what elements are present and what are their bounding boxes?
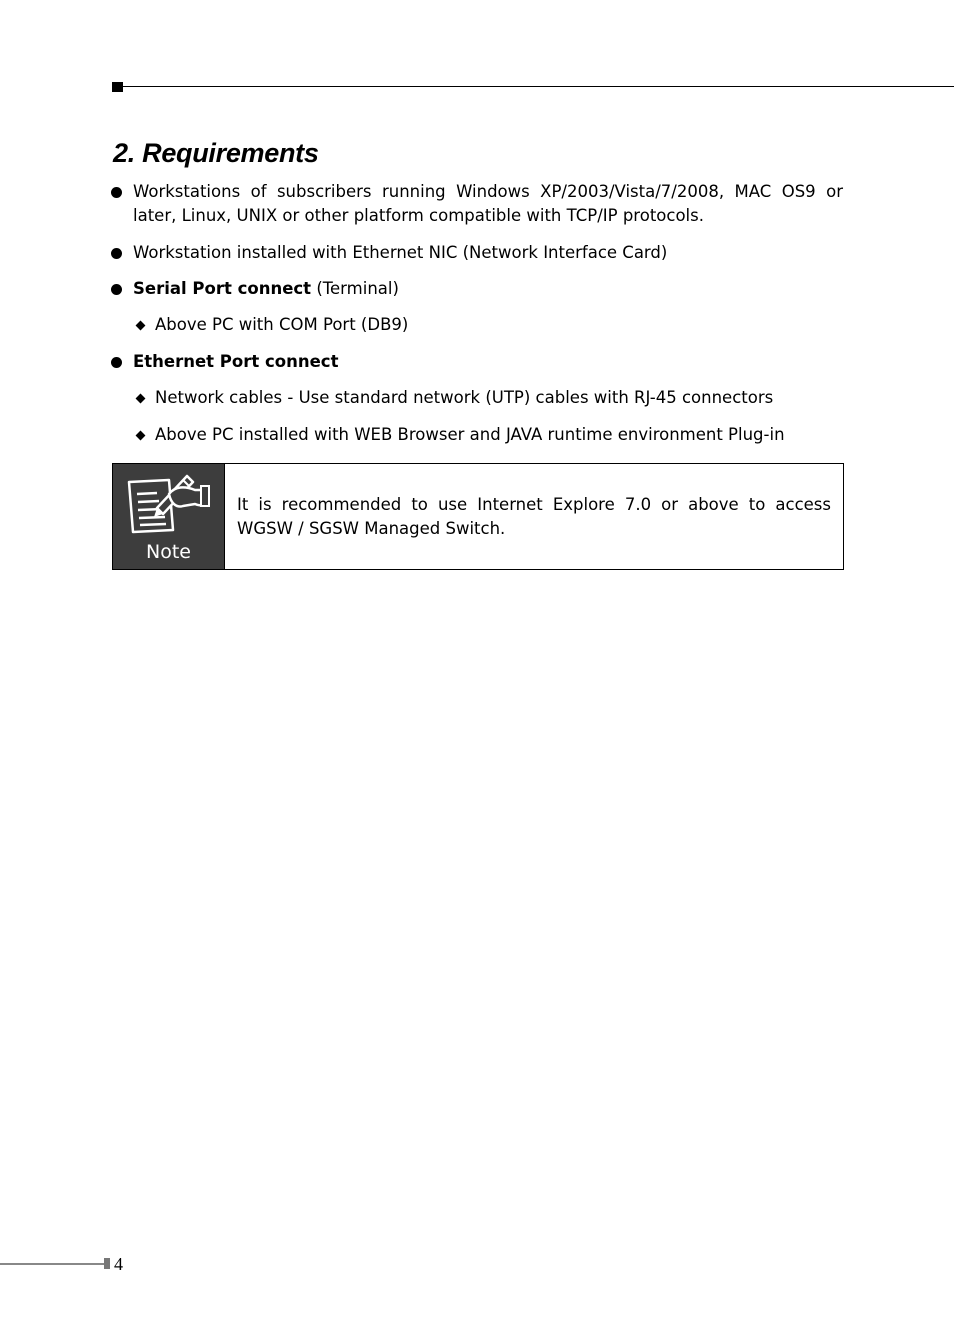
diamond-bullet-icon <box>136 394 146 404</box>
note-text: It is recommended to use Internet Explore 7.0 or above to access WGSW / SGSW Managed Switch. <box>237 495 831 538</box>
list-item-text <box>133 277 843 301</box>
note-icon-panel <box>113 464 225 569</box>
bullet-dot-icon <box>111 357 122 368</box>
list-item-bold-label: Serial Port connect <box>133 279 312 298</box>
page-number: 4 <box>114 1254 123 1274</box>
header-rule-square <box>112 82 123 92</box>
list-item-suffix: (Terminal) <box>311 279 399 298</box>
sub-list-item-text: Network cables - Use standard network (UTP) cables with RJ-45 connectors <box>155 388 774 407</box>
bullet-dot-icon <box>111 284 122 295</box>
list-item-text <box>133 350 843 374</box>
footer-rule-mark <box>104 1258 110 1269</box>
header-rule-line <box>123 86 954 87</box>
sub-list-item-text: Above PC with COM Port (DB9) <box>155 315 409 334</box>
note-box <box>112 463 844 570</box>
list-item-text: Workstations of subscribers running Windows XP/2003/Vista/7/2008, MAC OS9 or later, Linux, UNIX or other platform compatible with TCP/IP protocols. <box>133 182 843 225</box>
bullet-dot-icon <box>111 187 122 198</box>
section-title: 2. Requirements <box>113 138 319 168</box>
list-item-bold-label: Ethernet Port connect <box>133 352 339 371</box>
bullet-dot-icon <box>111 248 122 259</box>
list-item-text: Workstation installed with Ethernet NIC (Network Interface Card) <box>133 243 668 262</box>
diamond-bullet-icon <box>136 321 146 331</box>
footer-rule-line <box>0 1263 104 1265</box>
sub-list-item-text: Above PC installed with WEB Browser and JAVA runtime environment Plug-in <box>155 425 785 444</box>
diamond-bullet-icon <box>136 431 146 441</box>
note-pencil-icon <box>113 464 224 542</box>
note-label: Note <box>146 541 191 563</box>
